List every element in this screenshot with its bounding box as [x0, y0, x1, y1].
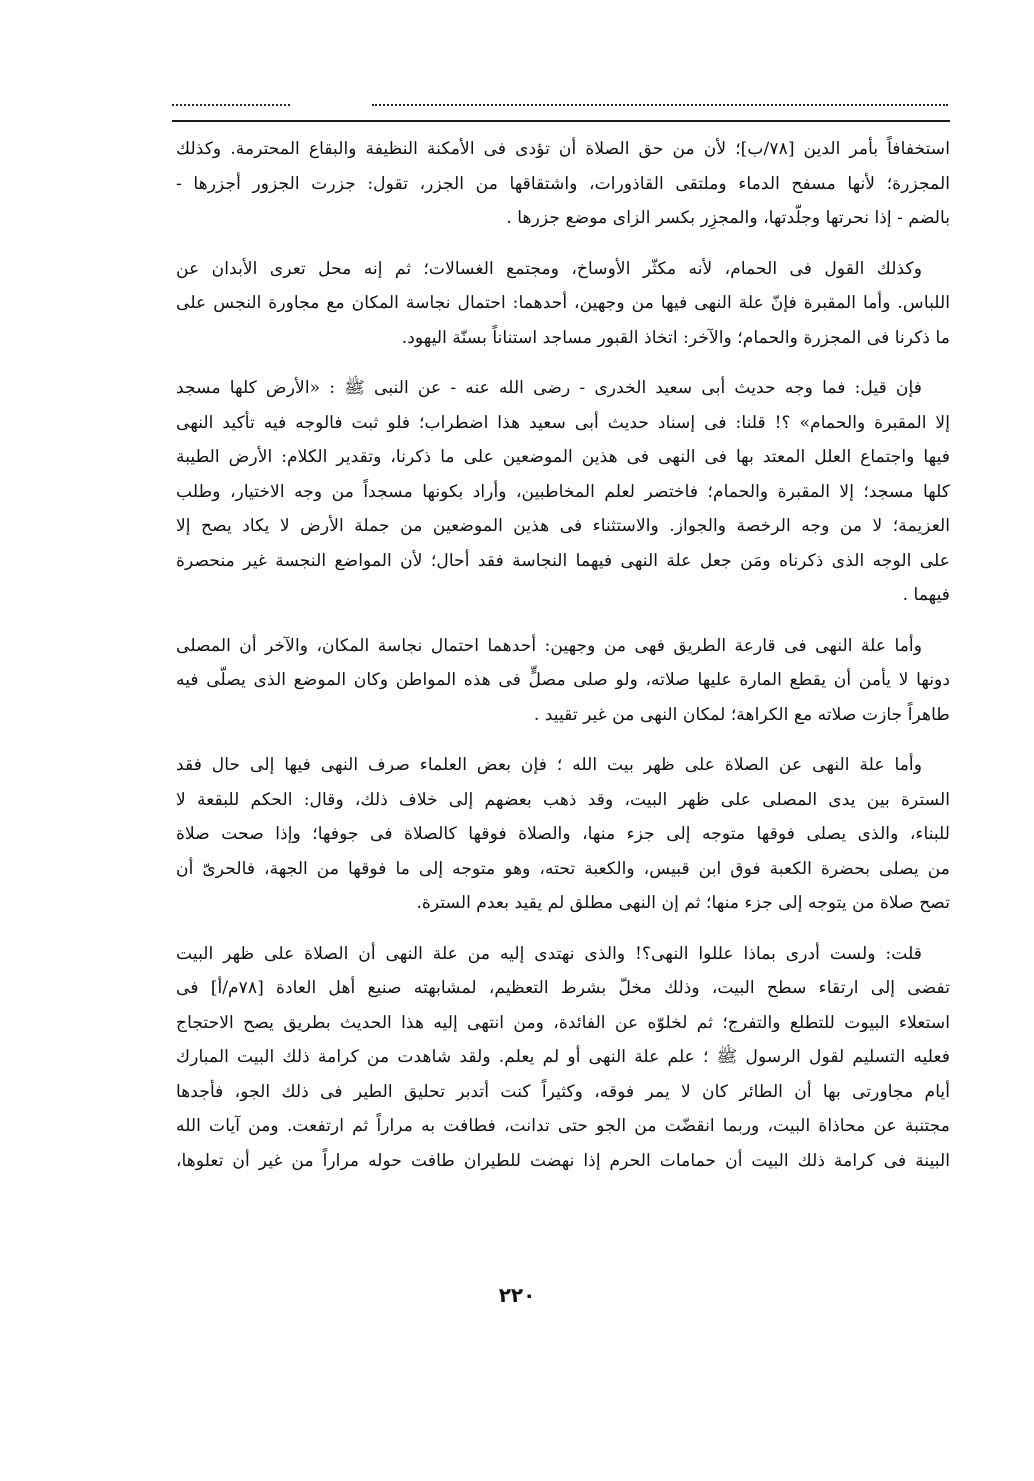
- text-line: السترة بين يدى المصلى على ظهر البيت، وقد ذهب بعضهم إلى خلاف ذلك، وقال: الحكم للبقعة لا: [176, 789, 950, 810]
- text-line: على الوجه الذى ذكرناه ومَن جعل علة النهى فيهما النجاسة فقد أحال؛ لأن المواضع النجسة غير منحصرة: [176, 550, 950, 571]
- header-dotted-rule-short: [172, 92, 290, 106]
- text-line: استعلاء البيوت للتطلع والتفرج؛ ثم لخلوّه عن الفائدة، ومن انتهى إليه هذا الحديث بطريق يصح الاحتجاج: [176, 1012, 950, 1033]
- paragraph: [176, 252, 950, 356]
- text-line: قلت: ولست أدرى بماذا عللوا النهى؟! والذى نهتدى إليه من علة النهى أن الصلاة على ظهر البيت: [176, 943, 922, 964]
- paragraph: [176, 132, 950, 236]
- text-line: من يصلى بحضرة الكعبة فوق ابن قبيس، والكعبة تحته، وهو متوجه إلى ما فوقها من الجهة، فالحرىّ أن: [176, 858, 950, 879]
- text-line: فيها واجتماع العلل المعتد بها فى النهى فى هذين الموضعين على ما ذكرنا، وتقدير الكلام: الأرض الطيبة: [176, 447, 950, 467]
- text-line: العزيمة؛ لا من وجه الرخصة والجواز. والاستثناء فى هذين الموضعين من جملة الأرض لا يكاد يصح إلا: [176, 516, 950, 536]
- text-line: إلا المقبرة والحمام» ؟! قلنا: فى إسناد حديث أبى سعيد هذا اضطراب؛ فلو ثبت فالوجه فيه تأكيد النهى: [176, 412, 950, 433]
- text-line: بالضم - إذا نحرتها وجلّدتها، والمجزِر بكسر الزاى موضع جزرها .: [506, 208, 950, 228]
- text-line: تصح صلاة من يتوجه إلى جزء منها؛ ثم إن النهى مطلق لم يقيد بعدم السترة.: [416, 893, 950, 913]
- text-line: البينة فى كرامة ذلك البيت أن حمامات الحرم إذا نهضت للطيران طافت حوله مراراً من غير أن تعلوها،: [176, 1150, 950, 1171]
- text-line: فإن قيل: فما وجه حديث أبى سعيد الخدرى - رضى الله عنه - عن النبى ﷺ : «الأرض كلها مسجد: [176, 378, 922, 398]
- text-line: وأما علة النهى عن الصلاة على ظهر بيت الله ؛ فإن بعض العلماء صرف النهى فيها إلى حال فقد: [176, 755, 922, 775]
- text-line: استخفافاً بأمر الدين [٧٨/ب]؛ لأن من حق الصلاة أن تؤدى فى الأمكنة النظيفة والبقاع المحترمة. وكذلك: [176, 139, 950, 159]
- text-line: طاهراً جازت صلاته مع الكراهة؛ لمكان النهى من غير تقييد .: [533, 704, 950, 725]
- text-line: فيهما .: [902, 585, 950, 605]
- paragraph: [176, 937, 950, 1179]
- text-line: للبناء، والذى يصلى فوقها متوجه إلى جزء منها، والصلاة فوقها كالصلاة فى جوفها؛ وإذا صحت صلاة: [176, 824, 950, 844]
- page-body-text: [176, 132, 950, 1194]
- text-line: كلها مسجد؛ إلا المقبرة والحمام؛ فاختصر لعلم المخاطبين، وأراد بكونها مسجداً من وجه الاختيار، وطلب: [176, 481, 950, 502]
- text-line: وكذلك القول فى الحمام، لأنه مكثّر الأوساخ، ومجتمع الغسالات؛ ثم إنه محل تعرى الأبدان عن: [176, 258, 922, 279]
- text-line: اللباس. وأما المقبرة فإنّ علة النهى فيها من وجهين، أحدهما: احتمال نجاسة المكان مع مجاورة النجس على: [176, 293, 950, 313]
- text-line: المجزرة؛ لأنها مسفح الدماء وملتقى القاذورات، واشتقاقها من الجزر، تقول: جزرت الجزور أجزرها -: [176, 173, 950, 194]
- paragraph: [176, 371, 950, 613]
- text-line: وأما علة النهى فى قارعة الطريق فهى من وجهين: أحدهما احتمال نجاسة المكان، والآخر أن المصلى: [176, 635, 922, 656]
- text-line: ما ذكرنا فى المجزرة والحمام؛ والآخر: اتخاذ القبور مساجد استناناً بسنّة اليهود.: [401, 327, 950, 348]
- paragraph: [176, 748, 950, 921]
- text-line: تفضى إلى ارتقاء سطح البيت، وذلك مخلّ بشرط التعظيم، لمشابهته صنيع أهل العادة [٧٨م/أ] فى: [176, 978, 950, 998]
- text-line: فعليه التسليم لقول الرسول ﷺ ؛ علم علة النهى أو لم يعلم. ولقد شاهدت من كرامة ذلك البيت المبارك: [176, 1047, 950, 1067]
- page-number: ٢٢٠: [498, 1283, 536, 1307]
- paragraph: [176, 629, 950, 733]
- text-line: دونها لا يأمن أن يقطع المارة عليها صلاته، ولو صلى مصلٍّ فى هذه المواطن وكان الموضع الذى يصلّى فيه: [176, 670, 950, 690]
- header-rule: [172, 120, 950, 122]
- header-dotted-rule-long: [372, 92, 948, 106]
- text-line: مجتنبة عن محاذاة البيت، وربما انقضّت من الجو حتى تدانت، فطافت به مراراً ثم ارتفعت. ومن آيات الله: [176, 1116, 950, 1136]
- text-line: أيام مجاورتى بها أن الطائر كان لا يمر فوقه، وكثيراً كنت أتدبر تحليق الطير فى ذلك الجو، فأجدها: [176, 1081, 950, 1102]
